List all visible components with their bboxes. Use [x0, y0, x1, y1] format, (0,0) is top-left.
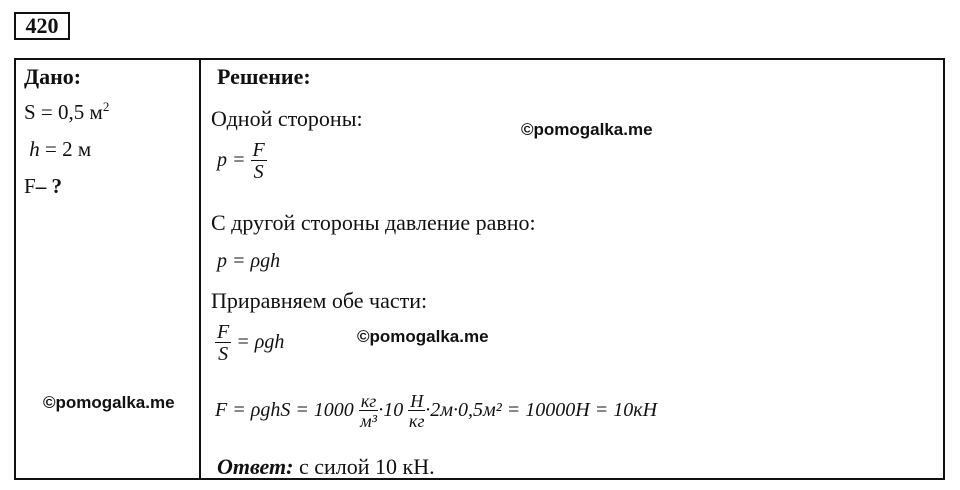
answer-line: [217, 454, 435, 480]
formula4-part2: ·10: [378, 399, 404, 422]
given-title: Дано:: [24, 64, 82, 89]
given-unknown: [24, 174, 194, 199]
formula4-frac1-den: м³: [360, 411, 377, 431]
problem-table: [14, 58, 945, 480]
formula4-frac2-den: кг: [409, 411, 425, 431]
given-height-value: = 2 м: [39, 137, 92, 161]
solution-line-3: Приравняем обе части:: [211, 288, 428, 313]
formula3-numerator: F: [217, 321, 230, 343]
formula-calculation: [215, 392, 657, 431]
watermark: ©pomogalka.me: [521, 120, 653, 139]
watermark: ©pomogalka.me: [43, 393, 175, 412]
solution-line-2: С другой стороны давление равно:: [211, 210, 536, 235]
given-section: [24, 64, 194, 199]
formula4-part3: ·2м·0,5м² = 10000Н = 10кН: [425, 399, 658, 422]
solution-line-1: Одной стороны:: [211, 106, 363, 131]
answer-text: с силой 10 кН.: [293, 454, 435, 479]
formula1-numerator: F: [252, 139, 265, 161]
formula3-denominator: S: [218, 343, 229, 365]
given-height: [24, 137, 194, 162]
given-area-exponent: 2: [102, 99, 110, 114]
formula3-rhs: = ρgh: [236, 331, 285, 354]
given-height-var: h: [29, 137, 40, 161]
formula4-frac2-num: Н: [410, 391, 424, 411]
formula4-frac1-num: кг: [360, 391, 377, 411]
given-unknown-var: F: [24, 174, 36, 198]
given-area-text: S = 0,5 м: [24, 100, 103, 124]
solution-title: Решение:: [217, 64, 311, 89]
given-unknown-mark: – ?: [35, 174, 62, 198]
formula4-fraction2: [408, 392, 425, 431]
formula-pressure-depth: p = ρgh: [217, 250, 281, 272]
formula-pressure-force: [217, 140, 267, 183]
formula3-fraction: [215, 322, 231, 365]
formula4-fraction1: [359, 392, 378, 431]
formula4-part1: F = ρghS = 1000: [215, 399, 354, 422]
watermark: ©pomogalka.me: [357, 327, 489, 346]
problem-number: 420: [14, 12, 70, 40]
formula1-fraction: [251, 140, 267, 183]
answer-label: Ответ:: [217, 454, 294, 479]
formula-equate: [215, 322, 284, 365]
formula1-denominator: S: [253, 161, 264, 183]
column-divider: [199, 60, 201, 478]
given-area: [24, 100, 194, 125]
formula1-lhs: p =: [217, 149, 246, 172]
